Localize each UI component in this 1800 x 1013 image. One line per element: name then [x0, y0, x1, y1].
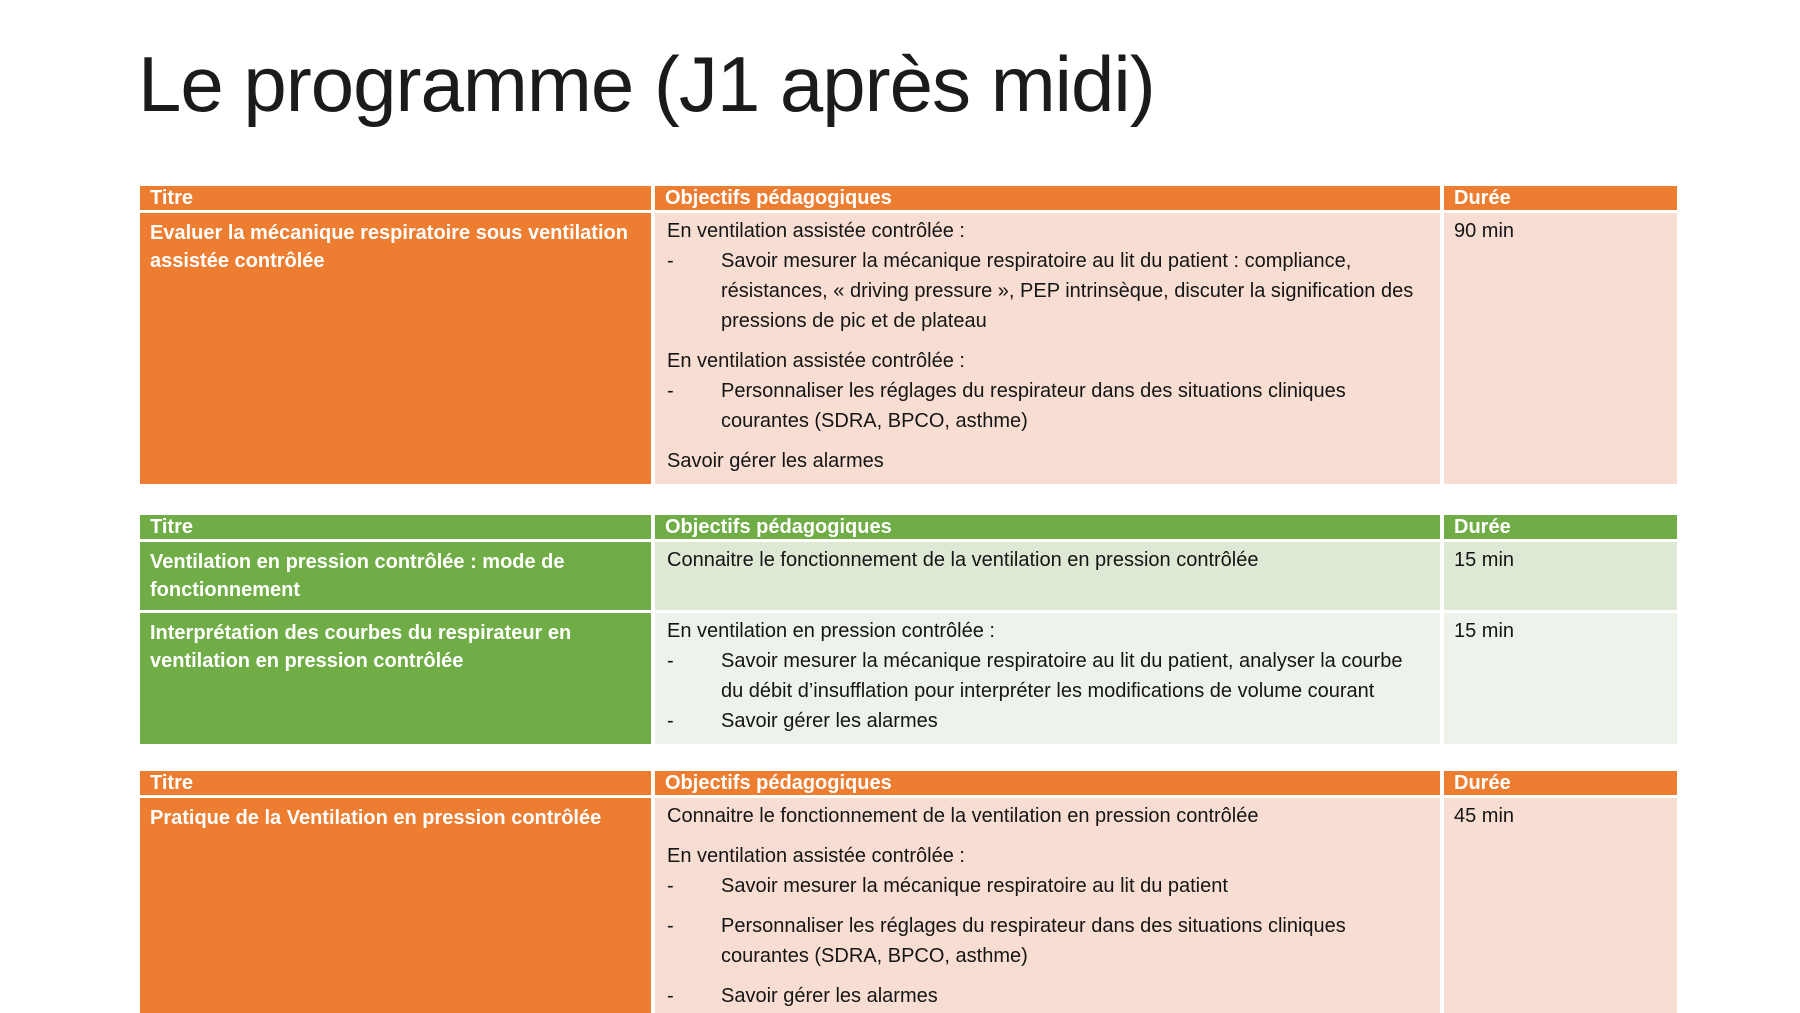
- objective-bullet: [667, 376, 1424, 436]
- objective-paragraph: Connaitre le fonctionnement de la ventilation en pression contrôlée: [667, 549, 1259, 571]
- bullet-dash: -: [667, 710, 674, 732]
- tables-container: [140, 186, 1677, 1013]
- duration-cell: 90 min: [1444, 213, 1677, 484]
- bullet-dash: -: [667, 250, 674, 272]
- objective-paragraph: Connaitre le fonctionnement de la ventilation en pression contrôlée: [667, 805, 1259, 827]
- bullet-text: Savoir mesurer la mécanique respiratoire au lit du patient, analyser la courbe du débit d’insufflation pour interpréter les modifications de volume courant: [721, 650, 1403, 702]
- column-header-titre: Titre: [140, 186, 651, 210]
- session-row: [140, 798, 1677, 1013]
- objective-paragraph: En ventilation en pression contrôlée :: [667, 620, 995, 642]
- objective-bullet: [667, 246, 1424, 336]
- bullet-text: Savoir gérer les alarmes: [721, 985, 938, 1007]
- objective-paragraph: En ventilation assistée contrôlée :: [667, 845, 965, 867]
- bullet-dash: -: [667, 985, 674, 1007]
- column-header-duree: Durée: [1444, 186, 1677, 210]
- duration-cell: 45 min: [1444, 798, 1677, 1013]
- bullet-text: Savoir mesurer la mécanique respiratoire au lit du patient: [721, 875, 1228, 897]
- column-header-titre: Titre: [140, 771, 651, 795]
- objectives-cell: [655, 613, 1440, 744]
- bullet-text: Personnaliser les réglages du respirateur dans des situations cliniques courantes (SDRA, BPCO, asthme): [721, 915, 1346, 967]
- objectives-cell: [655, 798, 1440, 1013]
- session-title-cell: Ventilation en pression contrôlée : mode de fonctionnement: [140, 542, 651, 610]
- table-header-row: [140, 771, 1677, 795]
- objective-paragraph: En ventilation assistée contrôlée :: [667, 350, 965, 372]
- page-title: Le programme (J1 après midi): [138, 40, 1155, 128]
- bullet-text: Savoir gérer les alarmes: [721, 710, 938, 732]
- duration-cell: 15 min: [1444, 613, 1677, 744]
- column-header-objectifs: Objectifs pédagogiques: [655, 771, 1440, 795]
- program-table-1: [140, 186, 1677, 484]
- objective-bullet: [667, 706, 1424, 736]
- objective-bullet: [667, 646, 1424, 706]
- bullet-text: Savoir mesurer la mécanique respiratoire au lit du patient : compliance, résistances, « driving pressure », PEP intrinsèque, discuter la signification des pressions de pic et de plateau: [721, 250, 1414, 332]
- objective-paragraph: Savoir gérer les alarmes: [667, 450, 884, 472]
- objective-bullet: [667, 871, 1424, 901]
- bullet-dash: -: [667, 650, 674, 672]
- program-table-3: [140, 771, 1677, 1013]
- table-header-row: [140, 515, 1677, 539]
- column-header-duree: Durée: [1444, 515, 1677, 539]
- session-row: [140, 613, 1677, 744]
- session-title-cell: Evaluer la mécanique respiratoire sous ventilation assistée contrôlée: [140, 213, 651, 484]
- bullet-dash: -: [667, 875, 674, 897]
- column-header-objectifs: Objectifs pédagogiques: [655, 186, 1440, 210]
- session-row: [140, 542, 1677, 610]
- bullet-dash: -: [667, 380, 674, 402]
- table-header-row: [140, 186, 1677, 210]
- objectives-cell: [655, 542, 1440, 610]
- objective-bullet: [667, 911, 1424, 971]
- objective-paragraph: En ventilation assistée contrôlée :: [667, 220, 965, 242]
- column-header-objectifs: Objectifs pédagogiques: [655, 515, 1440, 539]
- objectives-cell: [655, 213, 1440, 484]
- program-table-2: [140, 515, 1677, 744]
- bullet-text: Personnaliser les réglages du respirateur dans des situations cliniques courantes (SDRA, BPCO, asthme): [721, 380, 1346, 432]
- session-row: [140, 213, 1677, 484]
- session-title-cell: Interprétation des courbes du respirateur en ventilation en pression contrôlée: [140, 613, 651, 744]
- column-header-titre: Titre: [140, 515, 651, 539]
- column-header-duree: Durée: [1444, 771, 1677, 795]
- duration-cell: 15 min: [1444, 542, 1677, 610]
- objective-bullet: [667, 981, 1424, 1011]
- bullet-dash: -: [667, 915, 674, 937]
- session-title-cell: Pratique de la Ventilation en pression contrôlée: [140, 798, 651, 1013]
